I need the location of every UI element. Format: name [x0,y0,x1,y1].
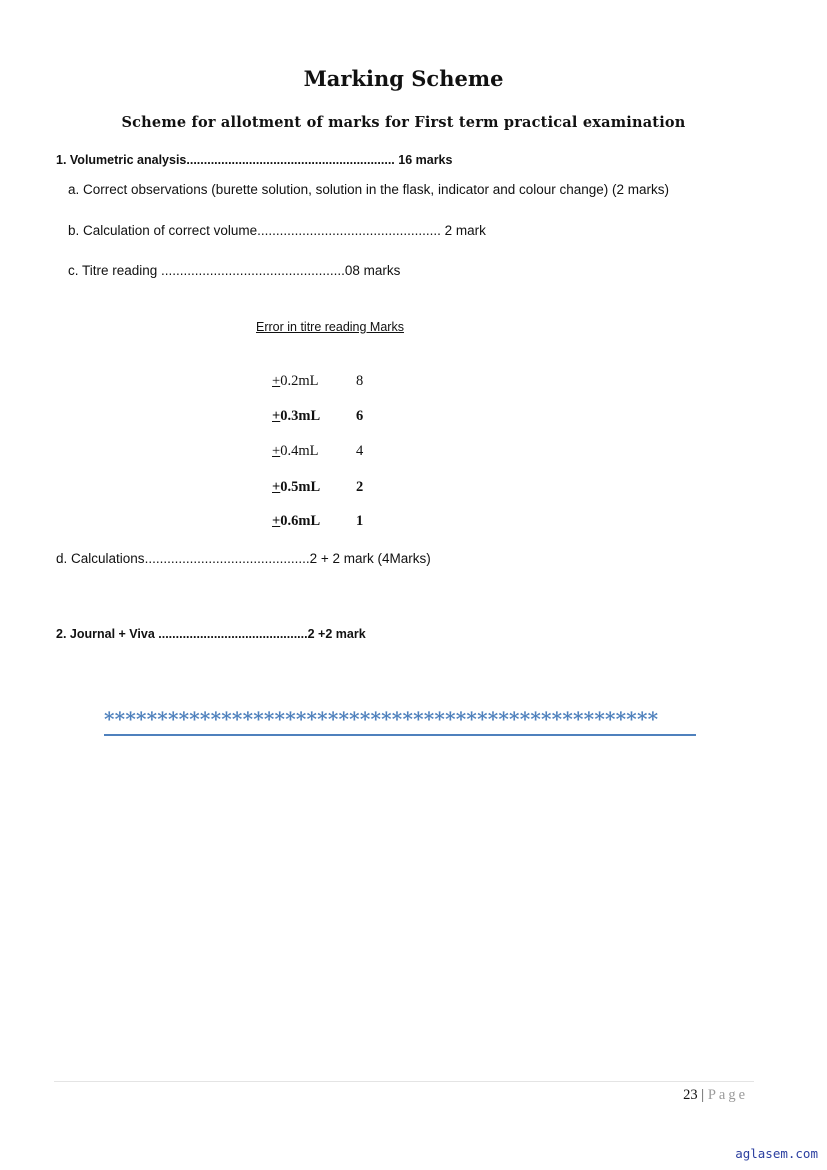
item-marks: 2 mark [440,223,486,238]
error-table-heading: Error in titre reading Marks [256,320,404,334]
page-title: Marking Scheme [303,66,504,91]
error-table-row [272,408,363,425]
item-marks: 08 marks [344,263,401,278]
error-table-row [272,373,363,390]
item-label: b. Calculation of correct volume [68,223,258,238]
error-marks: 6 [356,408,364,424]
leader-dots: ............................................................ [186,153,395,167]
error-marks: 1 [356,513,364,529]
section-volumetric-analysis [56,153,452,167]
item-marks: 2 + 2 mark (4Marks) [309,551,431,566]
error-value: 0.2mL [280,373,319,389]
error-marks: 8 [356,373,364,389]
plus-minus-sign: + [272,513,281,529]
page-subtitle: Scheme for allotment of marks for First term practical examination [121,114,686,131]
section-marks: 2 +2 mark [307,627,366,641]
section-label: 2. Journal + Viva [56,627,159,641]
item-label: c. Titre reading [68,263,162,278]
item-label: d. Calculations [56,551,145,566]
error-value: 0.3mL [280,408,321,424]
error-marks: 4 [356,443,364,459]
watermark: aglasem.com [735,1146,818,1161]
page-footer [600,1087,748,1104]
error-marks: 2 [356,479,364,495]
section-journal-viva [56,627,366,641]
leader-dots: ................................................. [161,263,345,278]
footer-rule [54,1081,754,1082]
plus-minus-sign: + [272,373,281,389]
star-divider: **************************************************** [104,707,659,731]
section-label: 1. Volumetric analysis [56,153,187,167]
error-table-row [272,513,363,530]
error-value: 0.6mL [280,513,321,529]
plus-minus-sign: + [272,443,281,459]
section-marks: 16 marks [398,153,453,167]
page-label: Page [707,1087,748,1103]
plus-minus-sign: + [272,479,281,495]
plus-minus-sign: + [272,408,281,424]
page-separator: | [701,1087,705,1103]
leader-dots: ............................................ [144,551,310,566]
error-value: 0.4mL [280,443,319,459]
item-b-calculation-volume [68,223,486,238]
leader-dots: ................................................. [257,223,441,238]
error-table-row [272,443,363,460]
page-number: 23 [683,1087,698,1103]
divider-rule [104,734,696,736]
item-a-correct-observations: a. Correct observations (burette solution, solution in the flask, indicator and colour change) (2 marks) [68,182,670,197]
error-table-row [272,479,363,496]
leader-dots: ........................................... [158,627,308,641]
item-c-titre-reading [68,263,400,278]
item-d-calculations [56,551,431,566]
error-value: 0.5mL [280,479,321,495]
